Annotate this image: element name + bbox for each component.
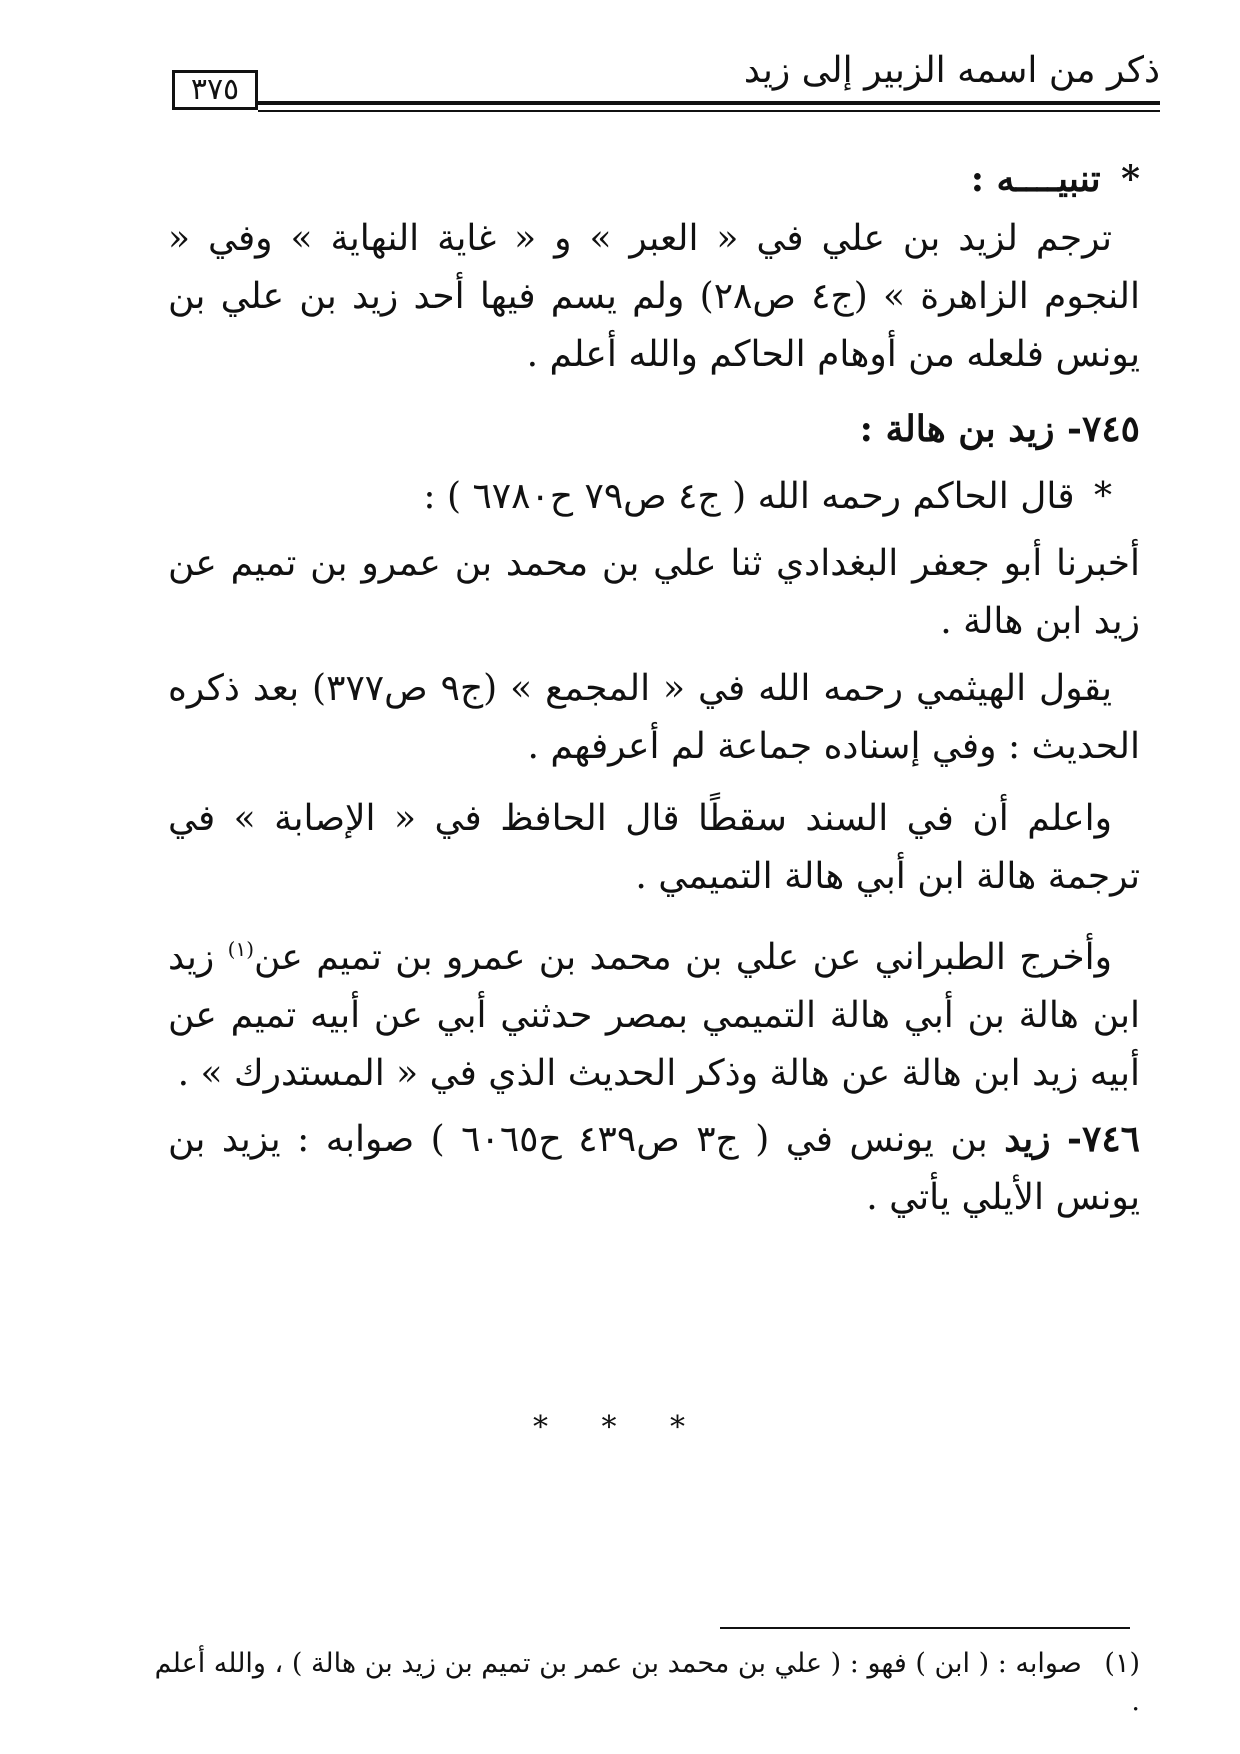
running-title: ذكر من اسمه الزبير إلى زيد	[743, 50, 1160, 91]
header-rule	[258, 101, 1160, 105]
star-bullet: *	[1121, 158, 1140, 200]
page-number: ٣٧٥	[172, 70, 258, 110]
haythami-paragraph: يقول الهيثمي رحمه الله في « المجمع » (ج٩ ص٣٧٧) بعد ذكره الحديث : وفي إسناده جماعة لم أعرفهم .	[168, 668, 1140, 767]
entry-746-text: بن يونس في ( ج٣ ص٤٣٩ ح٦٠٦٥ ) صوابه : يزيد بن يونس الأيلي يأتي .	[168, 1119, 1140, 1218]
hakim-citation-text: قال الحاكم رحمه الله ( ج٤ ص٧٩ ح٦٧٨٠ ) :	[423, 476, 1075, 517]
isnad-block	[168, 535, 1140, 651]
entry-746	[168, 1110, 1140, 1227]
hakim-citation-block	[168, 468, 1140, 526]
footnote-rule	[720, 1627, 1130, 1629]
hakim-citation	[168, 468, 1140, 526]
tabarani-text-end: زيد ابن هالة بن أبي هالة التميمي بمصر حدثني أبي عن أبيه تميم عن أبيه زيد ابن هالة عن هالة وذكر الحديث الذي في « المستدرك » .	[168, 937, 1140, 1094]
footnote-reference: (١)	[227, 937, 254, 961]
saqt-paragraph: واعلم أن في السند سقطًا قال الحافظ في « الإصابة » في ترجمة هالة ابن أبي هالة التميمي .	[168, 798, 1140, 897]
section-separator: * * *	[532, 1410, 708, 1445]
tanbih-heading	[168, 150, 1140, 208]
tanbih-title: تنبيــــه :	[970, 158, 1101, 200]
tanbih-paragraph-block	[168, 210, 1140, 384]
entry-746-paragraph	[168, 1110, 1140, 1227]
tabarani-text-start: وأخرج الطبراني عن علي بن محمد بن عمرو بن تميم عن	[254, 937, 1112, 978]
footnote-marker: (١)	[1104, 1648, 1140, 1679]
isnad-paragraph: أخبرنا أبو جعفر البغدادي ثنا علي بن محمد بن عمرو بن تميم عن زيد ابن هالة .	[168, 543, 1140, 642]
tanbih-paragraph: ترجم لزيد بن علي في « العبر » و « غاية النهاية » وفي « النجوم الزاهرة » (ج٤ ص٢٨) ولم يسم فيها أحد زيد بن علي بن يونس فلعله من أوهام الحاكم والله أعلم .	[168, 218, 1140, 375]
tabarani-block	[168, 920, 1140, 1103]
star-bullet: *	[1094, 476, 1112, 517]
header-rule	[258, 110, 1160, 112]
entry-745	[168, 400, 1140, 458]
tanbih-section	[168, 150, 1140, 208]
tabarani-paragraph	[168, 920, 1140, 1103]
saqt-block	[168, 790, 1140, 906]
haythami-block	[168, 660, 1140, 776]
footnote-text: صوابه : ( ابن ) فهو : ( علي بن محمد بن عمر بن تميم بن زيد بن هالة ) ، والله أعلم .	[154, 1648, 1140, 1717]
entry-746-number: ٧٤٦-	[1067, 1118, 1140, 1160]
entry-746-name: زيد	[1004, 1118, 1051, 1160]
entry-745-heading: ٧٤٥- زيد بن هالة :	[859, 408, 1140, 450]
footnote	[150, 1645, 1140, 1721]
